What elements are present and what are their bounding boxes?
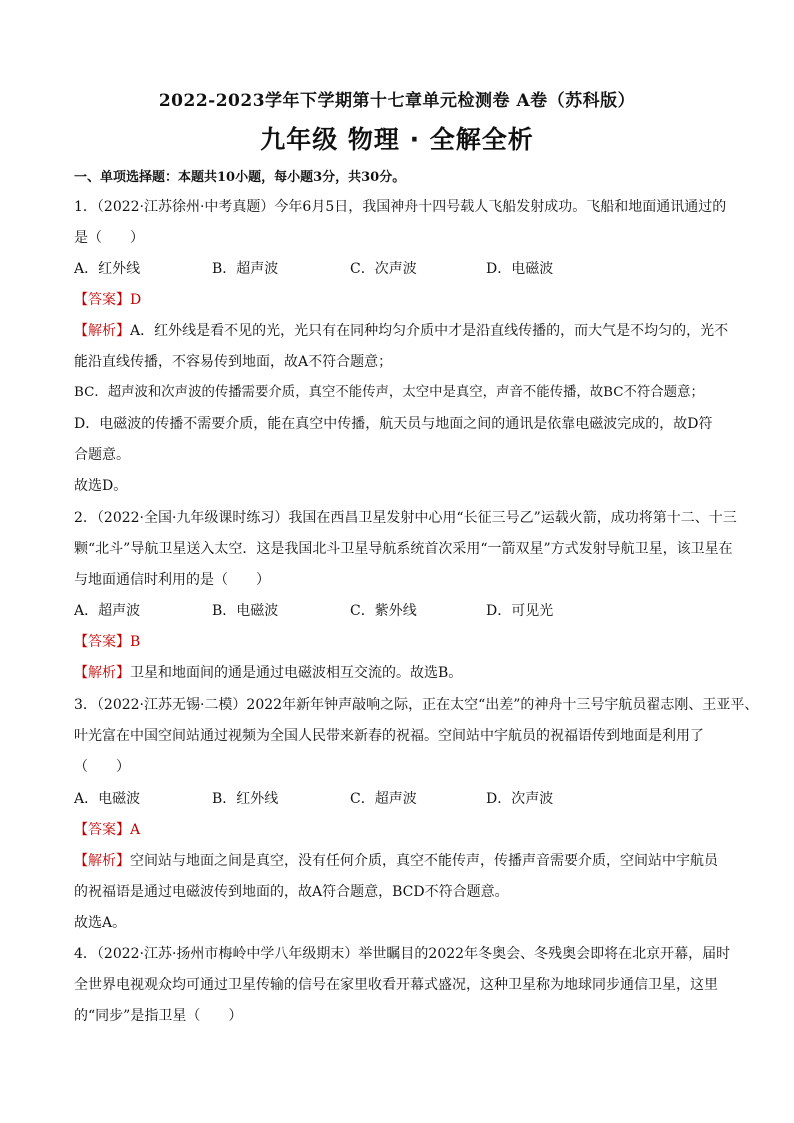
q3-analysis-line-2: 的祝福语是通过电磁波传到地面的，故A符合题意，BCD不符合题意。: [74, 884, 509, 900]
q1-option-d: D．电磁波: [486, 261, 554, 277]
q1-stem-line-1: 1．（2022·江苏徐州·中考真题）今年6月5日，我国神舟十四号载人飞船发射成功。飞船和地面通讯通过的: [74, 199, 727, 215]
q3-option-a: A．电磁波: [74, 791, 141, 807]
q3-answer-value: A: [130, 822, 141, 838]
q2-option-d: D．可见光: [486, 603, 554, 619]
answer-label: 【答案】: [74, 292, 130, 308]
document-subtitle: 九年级 物理 · 全解全析: [260, 125, 534, 154]
q2-analysis-line-1: [74, 663, 734, 683]
q3-option-b: B．红外线: [212, 791, 279, 807]
q2-option-c: C．紫外线: [350, 603, 417, 619]
q3-stem-line-3: （ ）: [74, 759, 130, 775]
analysis-label: 【解析】: [74, 323, 130, 339]
q4-stem-line-1: 4．（2022·江苏·扬州市梅岭中学八年级期末）举世瞩目的2022年冬奥会、冬残奥会即将在北京开幕，届时: [74, 946, 731, 962]
q1-analysis-line-3: BC．超声波和次声波的传播需要介质，真空不能传声，太空中是真空，声音不能传播，故BC不符合题意；: [74, 385, 704, 400]
q3-options: [74, 789, 734, 809]
answer-label: 【答案】: [74, 634, 130, 650]
q1-answer: [74, 290, 734, 310]
q1-option-c: C．次声波: [350, 261, 417, 277]
q1-option-a: A．红外线: [74, 261, 141, 277]
q3-option-c: C．超声波: [350, 791, 417, 807]
q4-stem-line-2: 全世界电视观众均可通过卫星传输的信号在家里收看开幕式盛况，这种卫星称为地球同步通信卫星，这里: [74, 977, 718, 993]
q3-analysis-line-3: 故选A。: [74, 915, 127, 931]
q2-answer-value: B: [130, 634, 141, 650]
q1-analysis-line-1: [74, 321, 734, 341]
q2-answer: [74, 632, 734, 652]
q1-answer-value: D: [130, 292, 142, 308]
answer-label: 【答案】: [74, 822, 130, 838]
analysis-label: 【解析】: [74, 665, 130, 681]
q2-options: [74, 601, 734, 621]
analysis-label: 【解析】: [74, 853, 130, 869]
q1-analysis-line-4: D．电磁波的传播不需要介质，能在真空中传播，航天员与地面之间的通讯是依靠电磁波完成的，故D符: [74, 416, 713, 432]
section-heading: 一、单项选择题：本题共10小题，每小题3分，共30分。: [74, 170, 406, 185]
q2-stem-line-1: 2．（2022·全国·九年级课时练习）我国在西昌卫星发射中心用“长征三号乙”运载火箭，成功将第十二、十三: [74, 510, 737, 526]
q2-analysis-text-1: 卫星和地面间的通是通过电磁波相互交流的。故选B。: [130, 665, 463, 681]
document-title: 2022-2023学年下学期第十七章单元检测卷 A卷（苏科版）: [158, 91, 636, 111]
q2-option-b: B．电磁波: [212, 603, 279, 619]
q1-analysis-text-1: A．红外线是看不见的光，光只有在同种均匀介质中才是沿直线传播的，而大气是不均匀的，光不: [130, 323, 729, 339]
q4-stem-line-3: 的“同步”是指卫星（ ）: [74, 1008, 243, 1024]
q3-stem-line-2: 叶光富在中国空间站通过视频为全国人民带来新春的祝福。空间站中宇航员的祝福语传到地面是利用了: [74, 728, 704, 744]
q3-option-d: D．次声波: [486, 791, 554, 807]
q2-stem-line-2: 颗“北斗”导航卫星送入太空．这是我国北斗卫星导航系统首次采用“一箭双星”方式发射导航卫星，该卫星在: [74, 541, 733, 557]
q2-option-a: A．超声波: [74, 603, 141, 619]
q1-analysis-line-5: 合题意。: [74, 447, 130, 463]
q1-option-b: B．超声波: [212, 261, 279, 277]
q1-analysis-line-6: 故选D。: [74, 478, 128, 494]
q3-analysis-line-1: [74, 851, 734, 871]
q3-stem-line-1: 3．（2022·江苏无锡·二模）2022年新年钟声敲响之际，正在太空“出差”的神舟十三号宇航员翟志刚、王亚平、: [74, 697, 759, 713]
q1-analysis-line-2: 能沿直线传播，不容易传到地面，故A不符合题意；: [74, 354, 393, 370]
q2-stem-line-3: 与地面通信时利用的是（ ）: [74, 572, 270, 588]
q1-options: [74, 259, 734, 279]
q1-stem-line-2: 是（ ）: [74, 230, 144, 246]
q3-analysis-text-1: 空间站与地面之间是真空，没有任何介质，真空不能传声，传播声音需要介质，空间站中宇航员: [130, 853, 718, 869]
q3-answer: [74, 820, 734, 840]
